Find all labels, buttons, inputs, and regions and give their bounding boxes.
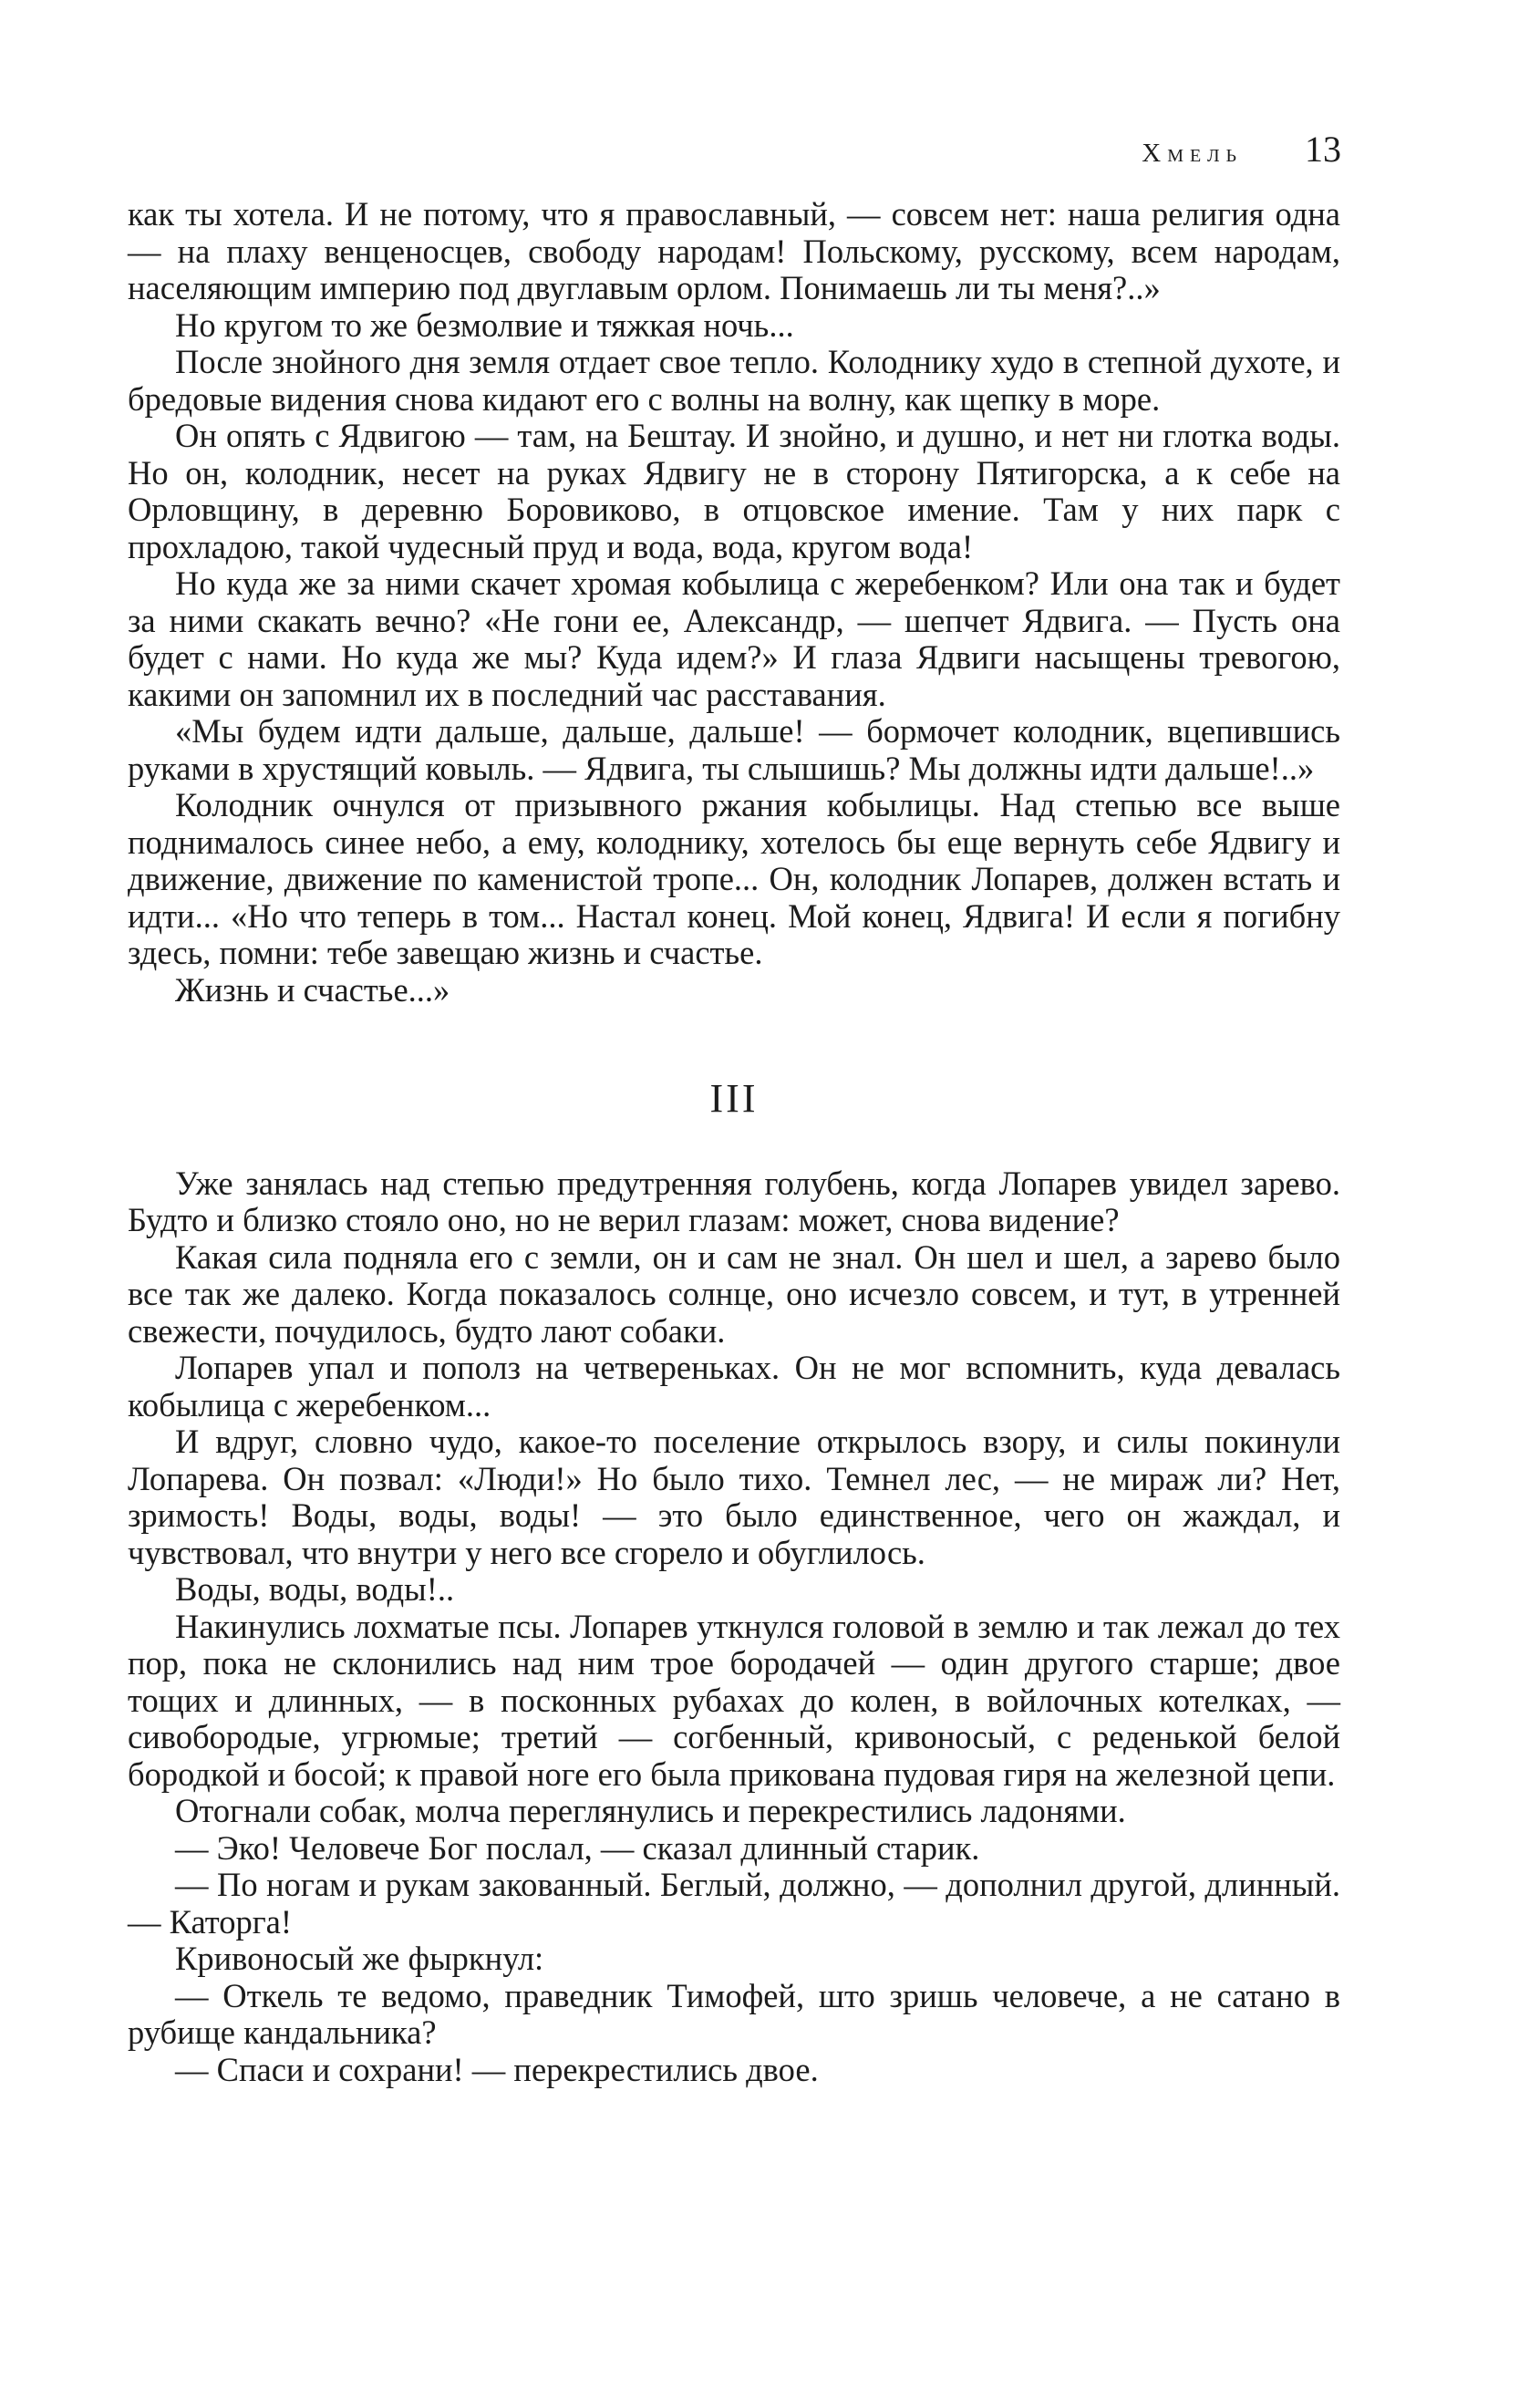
paragraph: После знойного дня земля отдает свое тепло. Колоднику худо в степной духоте, и бредовые видения снова кидают его с волны на волну, как щепку в море.: [128, 343, 1340, 418]
dialogue-line: — Откель те ведомо, праведник Тимофей, што зришь человече, а не сатано в рубище кандальника?: [128, 1976, 1340, 2051]
paragraph: Он опять с Ядвигою — там, на Бештау. И знойно, и душно, и нет ни глотка воды. Но он, колодник, несет на руках Ядвигу не в сторону Пятигорска, а к себе на Орловщину, в деревню Боровиково, в отцовское имение. Там у них парк с прохладою, такой чудесный пруд и вода, вода, кругом вода!: [128, 417, 1340, 565]
paragraph: И вдруг, словно чудо, какое-то поселение открылось взору, и силы покинули Лопарева. Он позвал: «Люди!» Но было тихо. Темнел лес, — не мираж ли? Нет, зримость! Воды, воды, воды! — это было единственное, чего он жаждал, и чувствовал, что внутри у него все сгорело и обуглилось.: [128, 1423, 1340, 1571]
chapter-heading: III: [709, 1076, 759, 1121]
paragraph: Накинулись лохматые псы. Лопарев уткнулся головой в землю и так лежал до тех пор, пока не склонились над ним трое бородачей — один другого старше; двое тощих и длинных, — в посконных рубахах до колен, в войлочных котелках, — сивобородые, угрюмые; третий — согбенный, кривоносый, с реденькой белой бородкой и босой; к правой ноге его была прикована пудовая гиря на железной цепи.: [128, 1607, 1340, 1793]
running-head: [1142, 128, 1341, 171]
dialogue-line: — Спаси и сохрани! — перекрестились двое.: [175, 2050, 819, 2088]
paragraph: Но кругом то же безмолвие и тяжкая ночь...: [175, 305, 794, 344]
paragraph: Жизнь и счастье...»: [175, 970, 450, 1009]
text-block: [128, 196, 1340, 2088]
dialogue-line: — По ногам и рукам закованный. Беглый, должно, — дополнил другой, длинный. — Каторга!: [128, 1866, 1340, 1941]
paragraph: Колодник очнулся от призывного ржания кобылицы. Над степью все выше поднималось синее небо, а ему, колоднику, хотелось бы еще вернуть себе Ядвигу и движение, движение по каменистой тропе... Он, колодник Лопарев, должен встать и идти... «Но что теперь в том... Настал конец. Мой конец, Ядвига! И если я погибну здесь, помни: тебе завещаю жизнь и счастье.: [128, 786, 1340, 971]
paragraph: как ты хотела. И не потому, что я православный, — совсем нет: наша религия одна — на плаху венценосцев, свободу народам! Польскому, русскому, всем народам, населяющим империю под двуглавым орлом. Понимаешь ли ты меня?..»: [128, 195, 1340, 306]
dialogue-line: — Эко! Человече Бог послал, — сказал длинный старик.: [175, 1828, 980, 1867]
page-number: 13: [1305, 129, 1341, 170]
paragraph: Какая сила подняла его с земли, он и сам не знал. Он шел и шел, а зарево было все так же далеко. Когда показалось солнце, оно исчезло совсем, и тут, в утренней свежести, почудилось, будто лают собаки.: [128, 1237, 1340, 1350]
paragraph: Воды, воды, воды!..: [175, 1570, 455, 1608]
paragraph: «Мы будем идти дальше, дальше, дальше! — бормочет колодник, вцепившись руками в хрустящий ковыль. — Ядвига, ты слышишь? Мы должны идти дальше!..»: [128, 712, 1340, 787]
paragraph: Кривоносый же фыркнул:: [175, 1940, 544, 1977]
paragraph: Лопарев упал и пополз на четвереньках. Он не мог вспомнить, куда девалась кобылица с жеребенком...: [128, 1349, 1340, 1423]
paragraph: Уже занялась над степью предутренняя голубень, когда Лопарев увидел зарево. Будто и близко стояло оно, но не верил глазам: может, снова видение?: [128, 1164, 1340, 1238]
paragraph: Но куда же за ними скачет хромая кобылица с жеребенком? Или она так и будет за ними скакать вечно? «Не гони ее, Александр, — шепчет Ядвига. — Пусть она будет с нами. Но куда же мы? Куда идем?» И глаза Ядвиги насыщены тревогою, какими он запомнил их в последний час расставания.: [128, 564, 1340, 713]
running-title: Хмель: [1142, 139, 1243, 168]
paragraph: Отогнали собак, молча переглянулись и перекрестились ладонями.: [175, 1792, 1126, 1829]
